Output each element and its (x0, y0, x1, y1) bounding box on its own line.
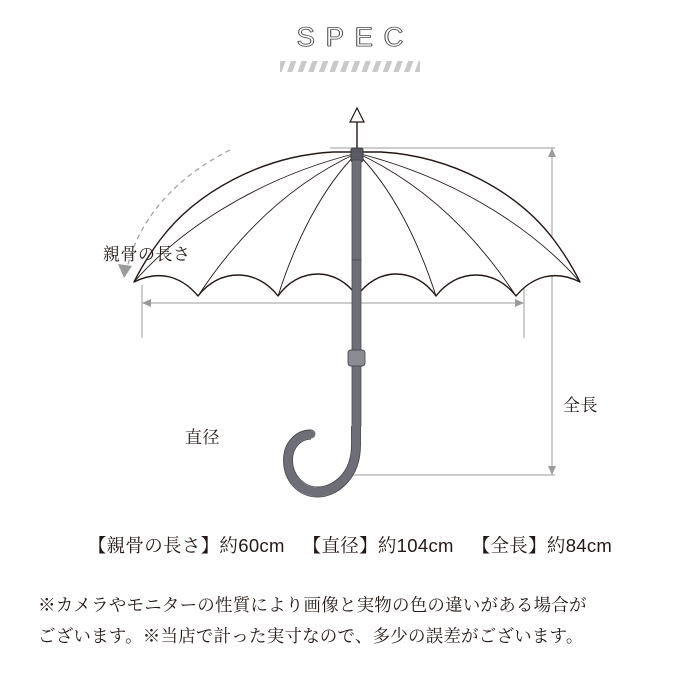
label-rib-length: 親骨の長さ (103, 245, 191, 264)
rib-length-arrowhead (118, 264, 132, 278)
label-diameter: 直径 (185, 428, 220, 447)
note-line-1: ※カメラやモニターの性質により画像と実物の色の違いがある場合が (38, 595, 587, 615)
title-underline-stripes (280, 61, 420, 72)
umbrella-diagram (0, 100, 700, 520)
note-line-2: ございます。※当店で計った実寸なので、多少の誤差がございます。 (38, 625, 584, 646)
label-total-length: 全長 (563, 396, 598, 415)
shaft-runner (348, 350, 365, 366)
spec-header (0, 22, 700, 72)
spec-total: 【全長】約84cm (471, 535, 613, 556)
spec-diameter: 【直径】約104cm (302, 535, 454, 556)
spec-rib: 【親骨の長さ】約60cm (87, 535, 285, 556)
umbrella-handle (288, 426, 356, 492)
umbrella-tip (350, 108, 364, 162)
spec-measurements (0, 532, 700, 558)
umbrella-diagram-svg (0, 100, 700, 520)
page-title: SPEC (296, 22, 415, 52)
disclaimer-notes (38, 590, 668, 651)
